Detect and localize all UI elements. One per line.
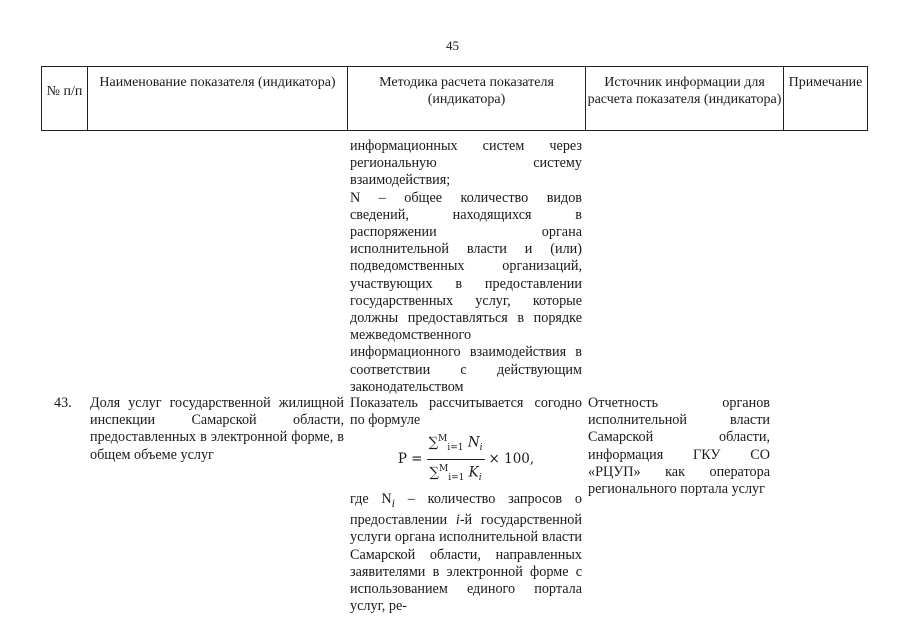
- header-col-name: Наименование показателя (индикатора): [87, 67, 347, 130]
- formula: [350, 431, 582, 487]
- sum-sign: ∑: [428, 434, 439, 451]
- continuation-line-2: N – общее количество видов сведений, находящихся в распоряжении органа исполнительной власти и (или) подведомственных организаций, участвующих в предоставлении государственных услуг, которые должны предоставляться в порядке межведомственного информационного взаимодействия в соответствии с действующим законодательством: [350, 189, 582, 395]
- row-43-indicator-name: Доля услуг государственной жилищной инспекции Самарской области, предоставленных в электронной форме, в общем объеме услуг: [90, 395, 344, 463]
- sum-sign: ∑: [429, 464, 439, 481]
- denominator-var: K: [468, 464, 479, 481]
- where-rest: -й государственной услуги органа исполнительной власти Самарской области, направленных заявителями в электронной форме с использованием единого портала услуг, ре-: [350, 512, 582, 615]
- header-col-method: Методика расчета показателя (индикатора): [347, 67, 585, 130]
- header-col-source: Источник информации для расчета показателя (индикатора): [585, 67, 783, 130]
- numerator-var: N: [467, 434, 480, 451]
- numerator-idx: i: [479, 443, 483, 454]
- sum-lower: i=1: [447, 443, 464, 454]
- header-col-number: № п/п: [46, 84, 83, 99]
- sum-upper: M: [438, 434, 448, 445]
- formula-denominator: [427, 460, 483, 487]
- where-label: где N: [350, 491, 392, 508]
- header-col-note: Примечание: [783, 67, 867, 130]
- where-i: i: [455, 512, 460, 529]
- sum-lower: i=1: [448, 472, 465, 483]
- row-43-method: [350, 395, 582, 615]
- formula-rhs: × 100,: [488, 450, 535, 467]
- denominator-idx: i: [478, 472, 482, 483]
- method-continuation: [350, 138, 582, 396]
- formula-fraction: [427, 431, 485, 487]
- page-number: 45: [446, 38, 459, 53]
- method-where: [350, 491, 582, 615]
- formula-numerator: [427, 431, 485, 459]
- row-43-number: 43.: [54, 395, 72, 411]
- continuation-line-1: информационных систем через региональную систему взаимодействия;: [350, 138, 582, 189]
- method-intro: Показатель рассчитывается согодно по формуле: [350, 395, 582, 429]
- row-43-source: Отчетность органов исполнительной власти Самарской области, информация ГКУ СО «РЦУП» как оператора регионального портала услуг: [588, 395, 770, 498]
- sum-upper: M: [439, 463, 449, 474]
- where-text: – количество запросов о предоставлении: [350, 491, 582, 529]
- table-header: [41, 66, 868, 131]
- formula-lhs: P =: [397, 450, 423, 467]
- where-idx: i: [391, 496, 395, 511]
